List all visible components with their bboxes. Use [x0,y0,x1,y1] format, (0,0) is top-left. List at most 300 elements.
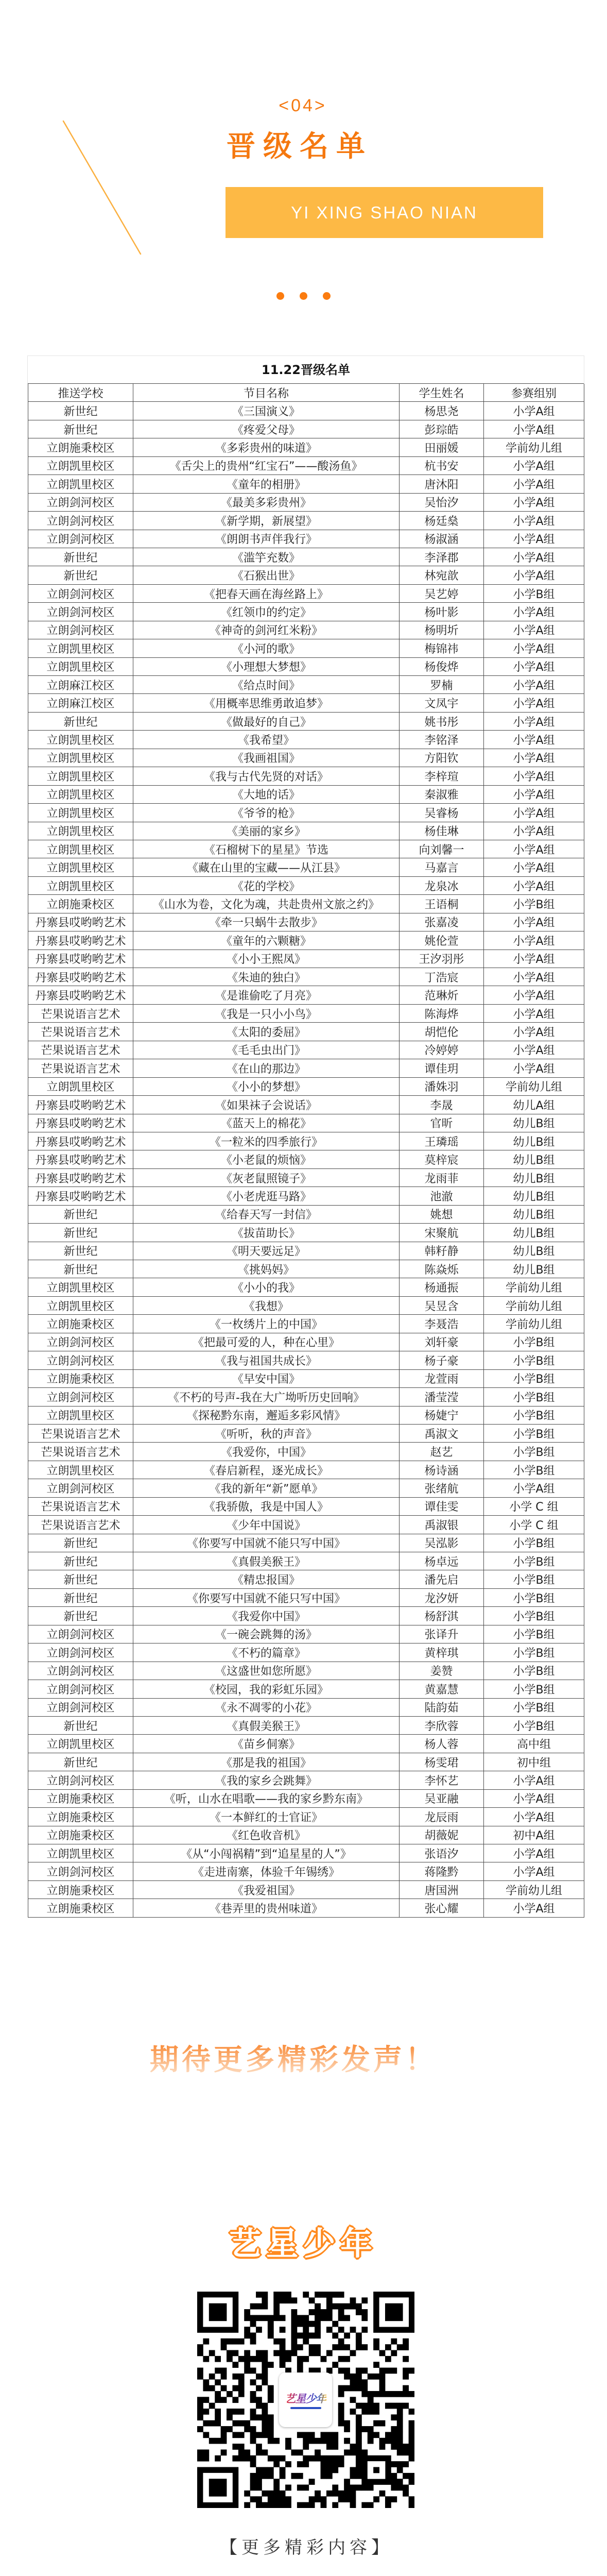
qr-module [361,2403,368,2409]
cell-group: 小学A组 [484,931,584,950]
qr-module [227,2338,233,2345]
qr-module [280,2490,286,2497]
cell-program: 《巷弄里的贵州味道》 [133,1899,400,1917]
cell-school: 丹寨县哎哟哟艺术 [28,913,133,931]
cell-student: 杨廷燊 [400,512,484,530]
cell-student: 陈海烨 [400,1005,484,1023]
qr-module [250,2496,256,2502]
qr-module [197,2403,203,2409]
qr-module [356,2403,362,2409]
qr-module [326,2438,333,2444]
cell-program: 《探秘黔东南，邂逅多彩风情》 [133,1406,400,1425]
logo-text: 艺星少年 [285,2391,326,2406]
qr-module [209,2420,215,2427]
qr-module [326,2309,333,2315]
cell-program: 《真假美猴王》 [133,1552,400,1570]
qr-module [315,2332,321,2338]
qr-module [326,2350,333,2357]
cell-program: 《我骄傲，我是中国人》 [133,1498,400,1516]
cell-program: 《给点时间》 [133,676,400,694]
cell-school: 立朗剑河校区 [28,1699,133,1717]
qr-module [397,2467,403,2473]
qr-module [215,2409,221,2415]
qr-module [368,2502,374,2508]
cell-school: 丹寨县哎哟哟艺术 [28,986,133,1004]
qr-module [297,2473,303,2479]
cell-program: 《明天要远足》 [133,1242,400,1260]
cell-school: 新世纪 [28,1224,133,1242]
qr-module [391,2444,397,2450]
cell-group: 小学A组 [484,676,584,694]
qr-module [221,2426,227,2432]
cell-student: 黄梓琪 [400,1643,484,1662]
cell-group: 小学A组 [484,840,584,858]
qr-module [338,2303,344,2310]
cell-group: 小学A组 [484,1023,584,1041]
qr-module [338,2292,344,2298]
qr-module [303,2444,309,2450]
cell-program: 《把最可爱的人，种在心里》 [133,1333,400,1351]
qr-module [361,2391,368,2397]
qr-module [309,2432,315,2438]
cell-school: 立朗剑河校区 [28,494,133,512]
qr-module [256,2327,262,2333]
cell-program: 《精忠报国》 [133,1570,400,1588]
qr-module [244,2420,250,2427]
qr-module [397,2420,403,2427]
qr-module [397,2461,403,2467]
qr-module [350,2473,356,2479]
qr-module [361,2449,368,2455]
cell-school: 芒果说语言艺术 [28,1059,133,1077]
qr-module [232,2420,238,2427]
qr-module [403,2444,409,2450]
subtitle-text: YI XING SHAO NIAN [291,203,478,222]
cell-program: 《苗乡侗寨》 [133,1735,400,1753]
cell-student: 杨通振 [400,1278,484,1296]
cell-group: 小学A组 [484,658,584,676]
qr-module [315,2455,321,2462]
cell-school: 立朗剑河校区 [28,1351,133,1369]
cell-student: 吴艺婷 [400,585,484,603]
qr-module [303,2315,309,2321]
qr-module [403,2391,409,2397]
cell-group: 小学B组 [484,1589,584,1607]
qr-module [268,2502,274,2508]
cell-student: 潘莹滢 [400,1388,484,1406]
cell-school: 立朗凯里校区 [28,877,133,895]
qr-module [291,2344,297,2350]
qr-module [350,2496,356,2502]
qr-module [273,2297,280,2303]
qr-module [315,2292,321,2298]
cell-student: 谭佳雯 [400,1498,484,1516]
cell-group: 小学A组 [484,402,584,420]
decorative-diagonal-line [0,0,206,309]
qr-module [250,2461,256,2467]
qr-alignment-core [373,2467,379,2473]
cell-student: 杨叶影 [400,603,484,621]
qr-module [350,2449,356,2455]
qr-module [379,2490,386,2497]
qr-module [227,2350,233,2357]
cell-group: 幼儿B组 [484,1187,584,1205]
qr-module [203,2455,209,2462]
qr-module [227,2409,233,2415]
qr-module [250,2338,256,2345]
cell-student: 唐国洲 [400,1881,484,1899]
qr-module [291,2473,297,2479]
qr-module [273,2461,280,2467]
cell-school: 丹寨县哎哟哟艺术 [28,968,133,986]
qr-module [256,2385,262,2392]
qr-module [361,2344,368,2350]
qr-module [356,2379,362,2385]
cell-program: 《不朽的号声-我在大广坳听历史回响》 [133,1388,400,1406]
cell-student: 唐沐阳 [400,475,484,493]
cell-school: 丹寨县哎哟哟艺术 [28,950,133,968]
qr-module [215,2379,221,2385]
qr-module [238,2449,245,2455]
cell-group: 小学 C 组 [484,1516,584,1534]
cell-student: 姚书彤 [400,713,484,731]
cell-program: 《藏在山里的宝藏——从江县》 [133,858,400,876]
qr-module [338,2338,344,2345]
qr-module [280,2362,286,2368]
cell-program: 《真假美猴王》 [133,1717,400,1735]
qr-module [262,2297,268,2303]
qr-module [280,2338,286,2345]
qr-module [262,2303,268,2310]
qr-module [368,2438,374,2444]
qr-module [227,2391,233,2397]
qr-module [321,2309,327,2315]
cell-program: 《你要写中国就不能只写中国》 [133,1589,400,1607]
cell-student: 田丽媛 [400,438,484,456]
qr-module [244,2362,250,2368]
cell-program: 《大地的话》 [133,786,400,804]
cell-program: 《多彩贵州的味道》 [133,438,400,456]
qr-module [326,2315,333,2321]
cell-group: 小学B组 [484,1662,584,1680]
cell-student: 吴昱含 [400,1297,484,1315]
qr-module [297,2461,303,2467]
cell-school: 丹寨县哎哟哟艺术 [28,1132,133,1150]
cell-school: 立朗剑河校区 [28,1333,133,1351]
cell-school: 立朗剑河校区 [28,1662,133,1680]
qr-module [273,2438,280,2444]
qr-module [262,2350,268,2357]
qr-module [303,2502,309,2508]
qr-module [203,2449,209,2455]
qr-module [256,2303,262,2310]
qr-module [303,2338,309,2345]
cell-school: 立朗施秉校区 [28,1790,133,1808]
cell-student: 宋聚航 [400,1224,484,1242]
qr-module [256,2473,262,2479]
qr-module [250,2321,256,2327]
qr-module [403,2344,409,2350]
cell-group: 小学A组 [484,749,584,767]
dot-icon [276,292,284,300]
cell-program: 《朗朗书声伴我行》 [133,530,400,548]
qr-module [368,2403,374,2409]
cell-student: 禹淑银 [400,1516,484,1534]
cell-program: 《我爱祖国》 [133,1881,400,1899]
qr-module [344,2496,350,2502]
qr-module [409,2502,414,2508]
qr-module [303,2432,309,2438]
qr-module [350,2303,356,2310]
cell-student: 韩籽静 [400,1242,484,1260]
qr-module [215,2420,221,2427]
cell-student: 龙汐妍 [400,1589,484,1607]
qr-module [262,2449,268,2455]
qr-module [262,2490,268,2497]
cell-student: 姚想 [400,1206,484,1224]
qr-module [250,2332,256,2338]
cell-group: 学前幼儿组 [484,1881,584,1899]
qr-finder-core [385,2303,403,2321]
cell-program: 《听听，秋的声音》 [133,1425,400,1443]
qr-module [262,2426,268,2432]
cell-group: 小学A组 [484,1479,584,1497]
qr-module [221,2338,227,2345]
qr-module [344,2426,350,2432]
qr-module [344,2479,350,2485]
qr-module [203,2379,209,2385]
qr-module [321,2356,327,2362]
qr-module [273,2338,280,2345]
qr-module [244,2455,250,2462]
qr-module [397,2485,403,2491]
qr-module [268,2362,274,2368]
qr-module [256,2374,262,2380]
qr-module [262,2502,268,2508]
qr-module [203,2409,209,2415]
cell-student: 黄嘉慧 [400,1680,484,1698]
cell-school: 立朗凯里校区 [28,658,133,676]
qr-module [250,2397,256,2403]
cell-group: 小学A组 [484,913,584,931]
qr-module [356,2444,362,2450]
qr-module [250,2414,256,2420]
qr-module [368,2432,374,2438]
cell-group: 小学A组 [484,1005,584,1023]
cell-group: 学前幼儿组 [484,1297,584,1315]
qr-module [238,2455,245,2462]
qr-module [268,2473,274,2479]
qr-module [232,2455,238,2462]
qr-module [397,2449,403,2455]
qr-module [197,2350,203,2357]
cell-school: 立朗凯里校区 [28,804,133,822]
qr-module [273,2485,280,2491]
qr-module [344,2374,350,2380]
qr-module [285,2297,291,2303]
cell-program: 《舌尖上的贵州“红宝石”——酸汤鱼》 [133,457,400,475]
qr-module [361,2309,368,2315]
cell-program: 《我的新年“新”愿单》 [133,1479,400,1497]
qr-module [309,2438,315,2444]
qr-module [262,2368,268,2374]
cell-program: 《红领巾的约定》 [133,603,400,621]
qr-module [285,2350,291,2357]
qr-module [273,2455,280,2462]
qr-module [280,2467,286,2473]
qr-module [250,2409,256,2415]
qr-module [232,2385,238,2392]
cell-group: 小学A组 [484,713,584,731]
qr-module [332,2490,338,2497]
cell-student: 马嘉言 [400,858,484,876]
cell-group: 小学B组 [484,1351,584,1369]
cell-group: 小学A组 [484,494,584,512]
qr-module [268,2385,274,2392]
qr-module [268,2327,274,2333]
qr-module [268,2332,274,2338]
qr-module [280,2356,286,2362]
qr-module [280,2297,286,2303]
cell-program: 《我画祖国》 [133,749,400,767]
cell-student: 杨婕宁 [400,1406,484,1425]
cell-school: 立朗凯里校区 [28,822,133,840]
cell-student: 丁浩宸 [400,968,484,986]
qr-module [326,2461,333,2467]
qr-module [256,2502,262,2508]
cell-school: 丹寨县哎哟哟艺术 [28,931,133,950]
cell-program: 《小小的梦想》 [133,1078,400,1096]
qr-module [391,2414,397,2420]
cell-program: 《美丽的家乡》 [133,822,400,840]
qr-module [227,2356,233,2362]
cell-student: 陈焱烁 [400,1260,484,1278]
qr-module [273,2315,280,2321]
cell-student: 谭佳玥 [400,1059,484,1077]
qr-module [262,2292,268,2298]
qr-module [332,2438,338,2444]
qr-module [361,2485,368,2491]
qr-module [361,2327,368,2333]
cell-group: 小学A组 [484,512,584,530]
cell-program: 《朱迪的独白》 [133,968,400,986]
qr-module [280,2292,286,2298]
cell-student: 范琳炘 [400,986,484,1004]
qr-module [315,2315,321,2321]
cell-program: 《那是我的祖国》 [133,1753,400,1771]
cell-student: 吴亚融 [400,1790,484,1808]
qr-module [273,2309,280,2315]
cell-group: 幼儿B组 [484,1132,584,1150]
cell-group: 学前幼儿组 [484,1078,584,1096]
qr-module [356,2420,362,2427]
qr-module [397,2409,403,2415]
qr-module [356,2455,362,2462]
cell-student: 杨明圻 [400,621,484,639]
qr-module [326,2455,333,2462]
cell-school: 立朗凯里校区 [28,858,133,876]
qr-module [338,2496,344,2502]
qr-module [326,2432,333,2438]
cell-group: 小学B组 [484,1461,584,1479]
qr-module [303,2321,309,2327]
qr-module [273,2292,280,2298]
cell-group: 幼儿B组 [484,1206,584,1224]
cell-group: 小学A组 [484,968,584,986]
qr-module [379,2438,386,2444]
qr-module [297,2315,303,2321]
cell-student: 杨佳琳 [400,822,484,840]
qr-module [238,2374,245,2380]
qr-module [209,2350,215,2357]
cell-program: 《蓝天上的棉花》 [133,1114,400,1132]
qr-module [238,2420,245,2427]
qr-module [361,2297,368,2303]
cell-school: 新世纪 [28,1717,133,1735]
qr-module [350,2409,356,2415]
qr-module [403,2338,409,2345]
qr-module [291,2327,297,2333]
qr-module [280,2502,286,2508]
qr-module [403,2449,409,2455]
qr-module [285,2438,291,2444]
cell-student: 官昕 [400,1114,484,1132]
qr-module [385,2496,391,2502]
qr-module [215,2414,221,2420]
qr-module [256,2449,262,2455]
qr-module [285,2292,291,2298]
logo-underline [290,2407,321,2409]
cell-program: 《我是一只小小鸟》 [133,1005,400,1023]
cell-school: 立朗剑河校区 [28,1680,133,1698]
qr-module [268,2397,274,2403]
qr-module [326,2292,333,2298]
qr-module [256,2479,262,2485]
qr-module [373,2420,379,2427]
brand-name: 艺星少年 [229,2225,377,2262]
qr-module [262,2467,268,2473]
qr-module [321,2467,327,2473]
qr-module [209,2438,215,2444]
qr-module [280,2473,286,2479]
qr-module [262,2432,268,2438]
cell-group: 小学A组 [484,1808,584,1826]
qr-module [409,2496,414,2502]
cell-group: 幼儿B组 [484,1150,584,1168]
cell-group: 小学A组 [484,420,584,438]
qr-module [361,2502,368,2508]
qr-module [356,2432,362,2438]
cell-program: 《小老鼠的烦恼》 [133,1150,400,1168]
qr-module [221,2344,227,2350]
cell-student: 杨雯珺 [400,1753,484,1771]
qr-module [280,2327,286,2333]
cell-student: 龙辰雨 [400,1808,484,1826]
qr-module [244,2315,250,2321]
qr-module [273,2490,280,2497]
qr-module [209,2403,215,2409]
qr-module [262,2420,268,2427]
qr-module [315,2438,321,2444]
qr-module [303,2332,309,2338]
cell-student: 冷婷婷 [400,1041,484,1059]
qr-module [321,2473,327,2479]
slogan: 期待更多精彩发声！ [0,2043,587,2077]
qr-module [361,2385,368,2392]
qr-module [321,2455,327,2462]
cell-student: 杨诗涵 [400,1461,484,1479]
qr-module [244,2356,250,2362]
